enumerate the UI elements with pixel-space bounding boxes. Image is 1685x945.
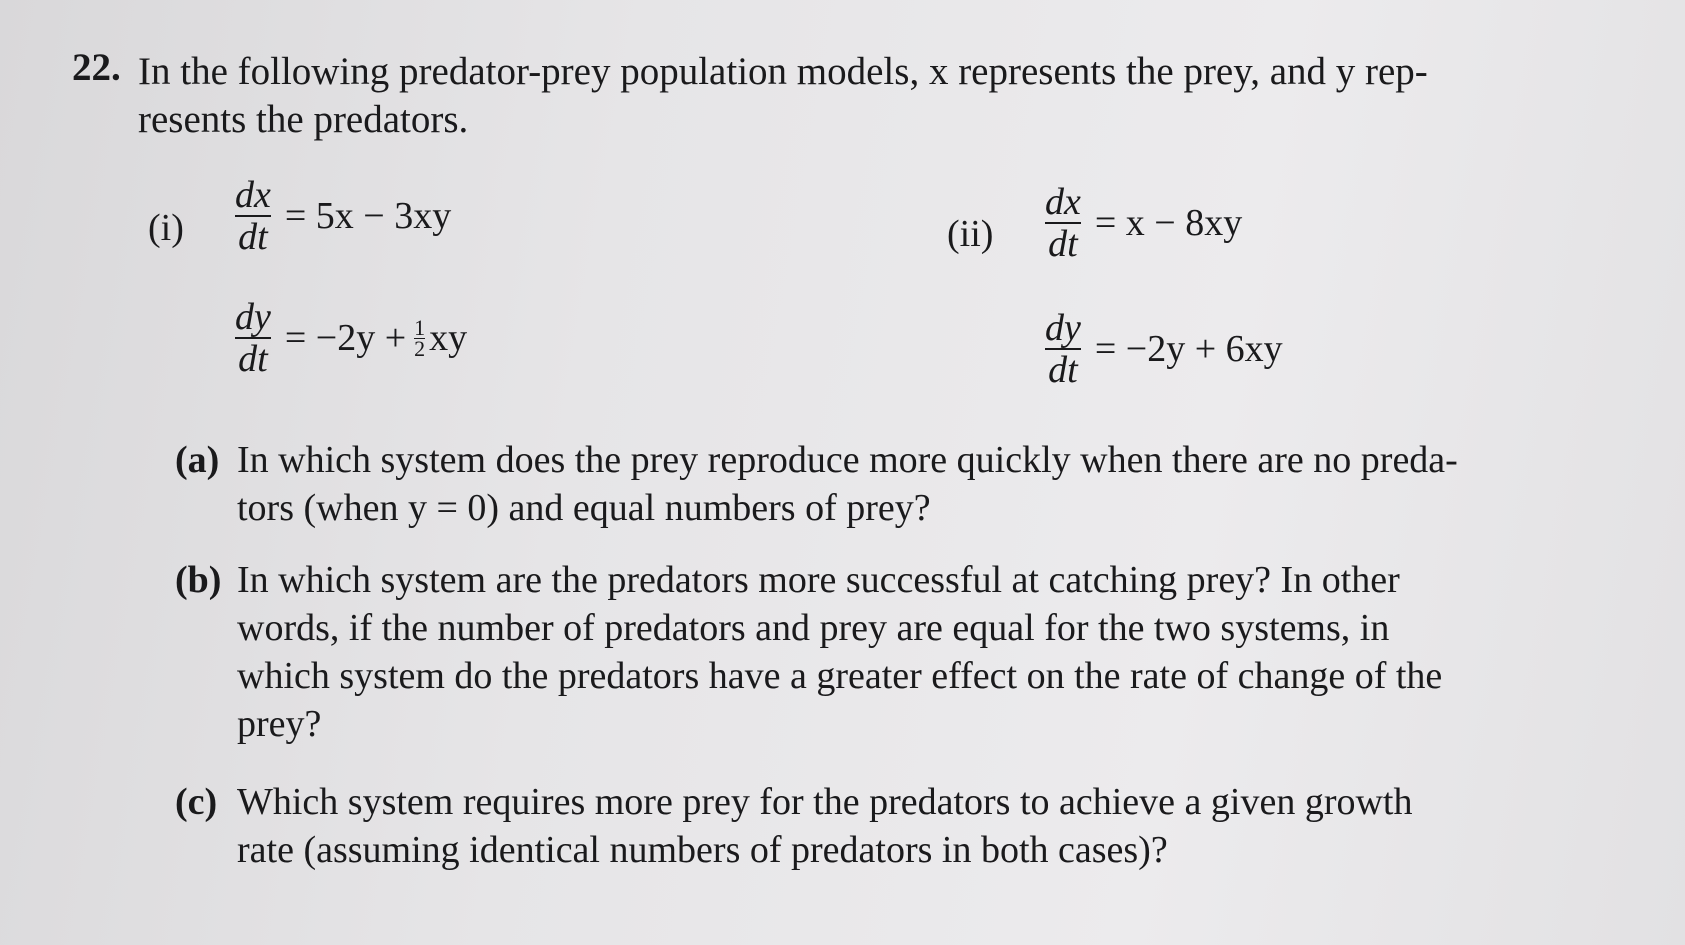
system-i-eq1 — [235, 175, 451, 257]
system-ii-eq2 — [1045, 308, 1283, 390]
part-line: Which system requires more prey for the predators to achieve a given growth — [237, 781, 1413, 823]
part-line: which system do the predators have a greater effect on the rate of change of the — [237, 655, 1443, 697]
eq-rhs: = −2y + 6xy — [1094, 328, 1283, 370]
frac-den: dt — [1048, 223, 1078, 265]
part-line: tors (when y = 0) and equal numbers of prey? — [237, 487, 931, 529]
frac-num: dx — [235, 174, 271, 216]
eq-rhs: = 5x − 3xy — [284, 195, 452, 237]
part-line: In which system are the predators more successful at catching prey? In other — [237, 559, 1400, 601]
part-line: In which system does the prey reproduce more quickly when there are no preda- — [237, 439, 1458, 481]
fraction-one-half — [414, 314, 426, 361]
derivative-dydt — [235, 297, 271, 379]
derivative-dxdt — [235, 175, 271, 257]
intro-line-2: resents the predators. — [138, 98, 469, 141]
frac-num: dy — [1045, 307, 1081, 349]
part-line: words, if the number of predators and prey are equal for the two systems, in — [237, 607, 1390, 649]
part-label: (c) — [175, 781, 218, 823]
eq-rhs-a: = −2y + — [284, 317, 407, 359]
frac-den: dt — [238, 338, 268, 380]
problem-number: 22. — [72, 46, 121, 89]
system-ii-label: (ii) — [947, 213, 994, 255]
frac-den: dt — [1048, 349, 1078, 391]
intro-line-1: In the following predator-prey population models, x represents the prey, and y rep- — [138, 50, 1428, 93]
frac-num: 1 — [414, 314, 426, 340]
frac-den: 2 — [414, 335, 426, 361]
frac-den: dt — [238, 216, 268, 258]
part-line: rate (assuming identical numbers of predators in both cases)? — [237, 829, 1168, 871]
derivative-dxdt — [1045, 182, 1081, 264]
frac-num: dx — [1045, 181, 1081, 223]
system-i-eq2 — [235, 297, 467, 379]
system-ii-eq1 — [1045, 182, 1242, 264]
part-line: prey? — [237, 703, 322, 745]
system-i-label: (i) — [148, 207, 184, 249]
frac-num: dy — [235, 296, 271, 338]
part-label: (b) — [175, 559, 222, 601]
derivative-dydt — [1045, 308, 1081, 390]
eq-rhs: = x − 8xy — [1094, 202, 1243, 244]
part-label: (a) — [175, 439, 220, 481]
eq-rhs-b: xy — [429, 317, 468, 359]
